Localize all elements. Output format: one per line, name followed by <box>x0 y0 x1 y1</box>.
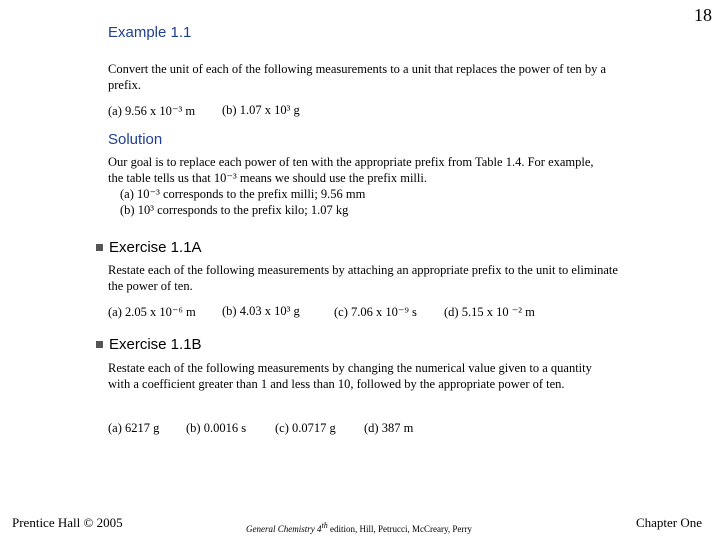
example-title: Example 1.1 <box>108 24 192 41</box>
exercise-a-part-a: (a) 2.05 x 10⁻⁶ m <box>108 305 196 319</box>
bullet-icon <box>96 244 103 251</box>
exercise-a-prompt: Restate each of the following measurements by attaching an appropriate prefix to the unit to eliminate the power of ten. <box>108 263 618 293</box>
solution-intro: Our goal is to replace each power of ten with the appropriate prefix from Table 1.4. For example, the table tells us that 10⁻³ means we should use the prefix milli. <box>108 155 594 185</box>
example-prompt: Convert the unit of each of the following measurements to a unit that replaces the power of ten by a prefix. <box>108 62 607 92</box>
exercise-a-part-c: (c) 7.06 x 10⁻⁹ s <box>334 305 417 319</box>
footer-publisher: Prentice Hall © 2005 <box>12 515 123 530</box>
exercise-b-part-d: (d) 387 m <box>364 421 414 435</box>
exercise-a-title: Exercise 1.1A <box>96 239 202 256</box>
footer-chapter: Chapter One <box>635 515 702 530</box>
solution-line-a: (a) 10⁻³ corresponds to the prefix milli; 9.56 mm <box>120 187 366 201</box>
exercise-a-part-d: (d) 5.15 x 10 ⁻² m <box>444 305 535 319</box>
page-number: 18 <box>694 5 712 25</box>
exercise-b-part-c: (c) 0.0717 g <box>275 421 336 435</box>
example-part-a: (a) 9.56 x 10⁻³ m <box>108 104 196 118</box>
solution-title: Solution <box>108 131 163 148</box>
solution-line-b: (b) 10³ corresponds to the prefix kilo; 1.07 kg <box>120 203 349 217</box>
footer-citation: General Chemistry 4th edition, Hill, Petrucci, McCreary, Perry <box>246 521 472 534</box>
example-part-b: (b) 1.07 x 10³ g <box>222 103 300 117</box>
exercise-a-part-b: (b) 4.03 x 10³ g <box>222 304 300 318</box>
exercise-b-part-b: (b) 0.0016 s <box>186 421 247 435</box>
exercise-b-title: Exercise 1.1B <box>96 336 202 353</box>
bullet-icon <box>96 341 103 348</box>
exercise-b-part-a: (a) 6217 g <box>108 421 160 435</box>
exercise-b-prompt: Restate each of the following measurements by changing the numerical value given to a quantity with a coefficient greater than 1 and less than 10, followed by the appropriate power of ten. <box>108 361 592 391</box>
